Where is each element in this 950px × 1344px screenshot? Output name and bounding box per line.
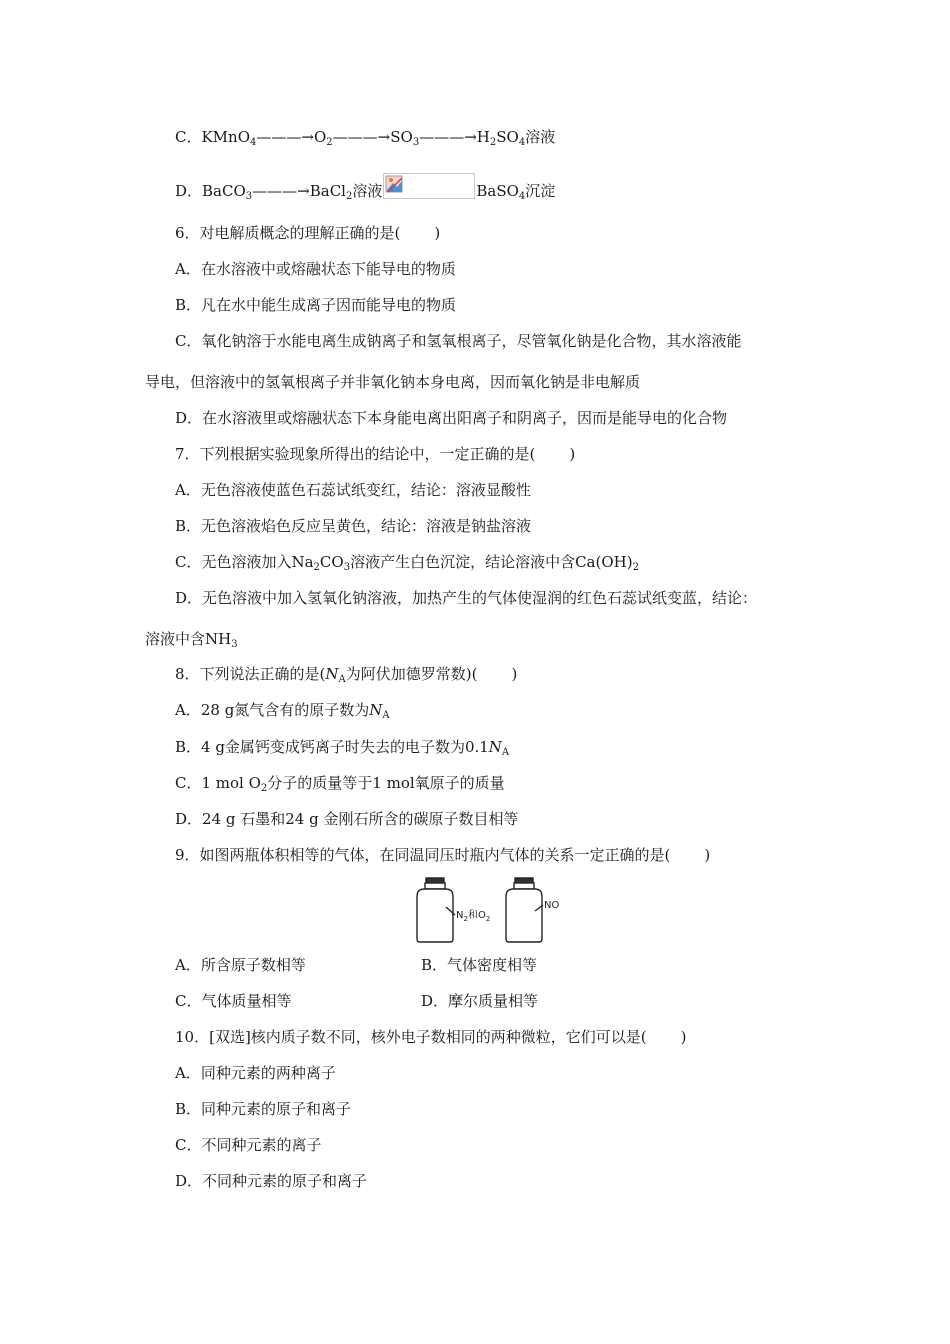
bottle-2-label: NO <box>544 900 560 911</box>
question-10: 10．[双选]核内质子数不同，核外电子数相同的两种微粒，它们可以是( ) <box>175 1028 687 1046</box>
bottle-1-icon <box>417 878 455 942</box>
option-7d-line2: 溶液中含$NH_3$ <box>145 630 238 650</box>
option-7c: C．无色溶液加入$Na_2CO_3$溶液产生白色沉淀，结论溶液中含$Ca(OH)_2$ <box>175 553 639 573</box>
option-6c-line1: C．氧化钠溶于水能电离生成钠离子和氢氧根离子，尽管氧化钠是化合物，其水溶液能 <box>175 332 742 350</box>
option-10c: C．不同种元素的离子 <box>175 1136 322 1154</box>
bottle-1-label: $N_2$和$O_2$ <box>456 910 491 923</box>
option-5c: C．$KMnO_4———\to O_2———\to SO_3———\to H_2SO_4$溶液 <box>175 128 556 148</box>
option-10a: A．同种元素的两种离子 <box>175 1064 336 1082</box>
option-9b: B．气体密度相等 <box>421 956 538 974</box>
option-8b: B．4 g金属钙变成钙离子时失去的电子数为$0.1N_A$ <box>175 738 510 758</box>
option-6d: D．在水溶液里或熔融状态下本身能电离出阳离子和阴离子，因而是能导电的化合物 <box>175 409 728 427</box>
option-6b: B．凡在水中能生成离子因而能导电的物质 <box>175 296 457 314</box>
option-6a: A．在水溶液中或熔融状态下能导电的物质 <box>175 260 456 278</box>
option-10d: D．不同种元素的原子和离子 <box>175 1172 368 1190</box>
question-6: 6．对电解质概念的理解正确的是( ) <box>175 224 441 242</box>
bottle-2-icon <box>506 878 543 942</box>
gas-bottles-figure <box>412 877 572 949</box>
question-7: 7．下列根据实验现象所得出的结论中，一定正确的是( ) <box>175 445 576 463</box>
option-10b: B．同种元素的原子和离子 <box>175 1100 352 1118</box>
option-9a: A．所含原子数相等 <box>175 956 306 974</box>
option-7a: A．无色溶液使蓝色石蕊试纸变红，结论：溶液显酸性 <box>175 481 531 499</box>
option-5d: D．BaCO$_3$———→BaCl$_2$溶液 BaSO$_4$沉淀 <box>175 173 555 201</box>
option-7d-line1: D．无色溶液中加入氢氧化钠溶液，加热产生的气体使湿润的红色石蕊试纸变蓝，结论： <box>175 589 758 607</box>
question-8: 8．下列说法正确的是($N_A$为阿伏加德罗常数)( ) <box>175 665 518 685</box>
option-9d: D．摩尔质量相等 <box>421 992 539 1010</box>
option-6c-line2: 导电，但溶液中的氢氧根离子并非氧化钠本身电离，因而氧化钠是非电解质 <box>145 373 641 391</box>
option-8c: C．1 mol $O_2$分子的质量等于1 mol氧原子的质量 <box>175 774 505 794</box>
option-7b: B．无色溶液焰色反应呈黄色，结论：溶液是钠盐溶液 <box>175 517 532 535</box>
broken-image-icon <box>383 173 475 199</box>
option-9c: C．气体质量相等 <box>175 992 292 1010</box>
option-8d: D．24 g 石墨和24 g 金刚石所含的碳原子数目相等 <box>175 810 519 828</box>
question-9: 9．如图两瓶体积相等的气体，在同温同压时瓶内气体的关系一定正确的是( ) <box>175 846 711 864</box>
option-8a: A．28 g氮气含有的原子数为$N_A$ <box>175 701 390 721</box>
